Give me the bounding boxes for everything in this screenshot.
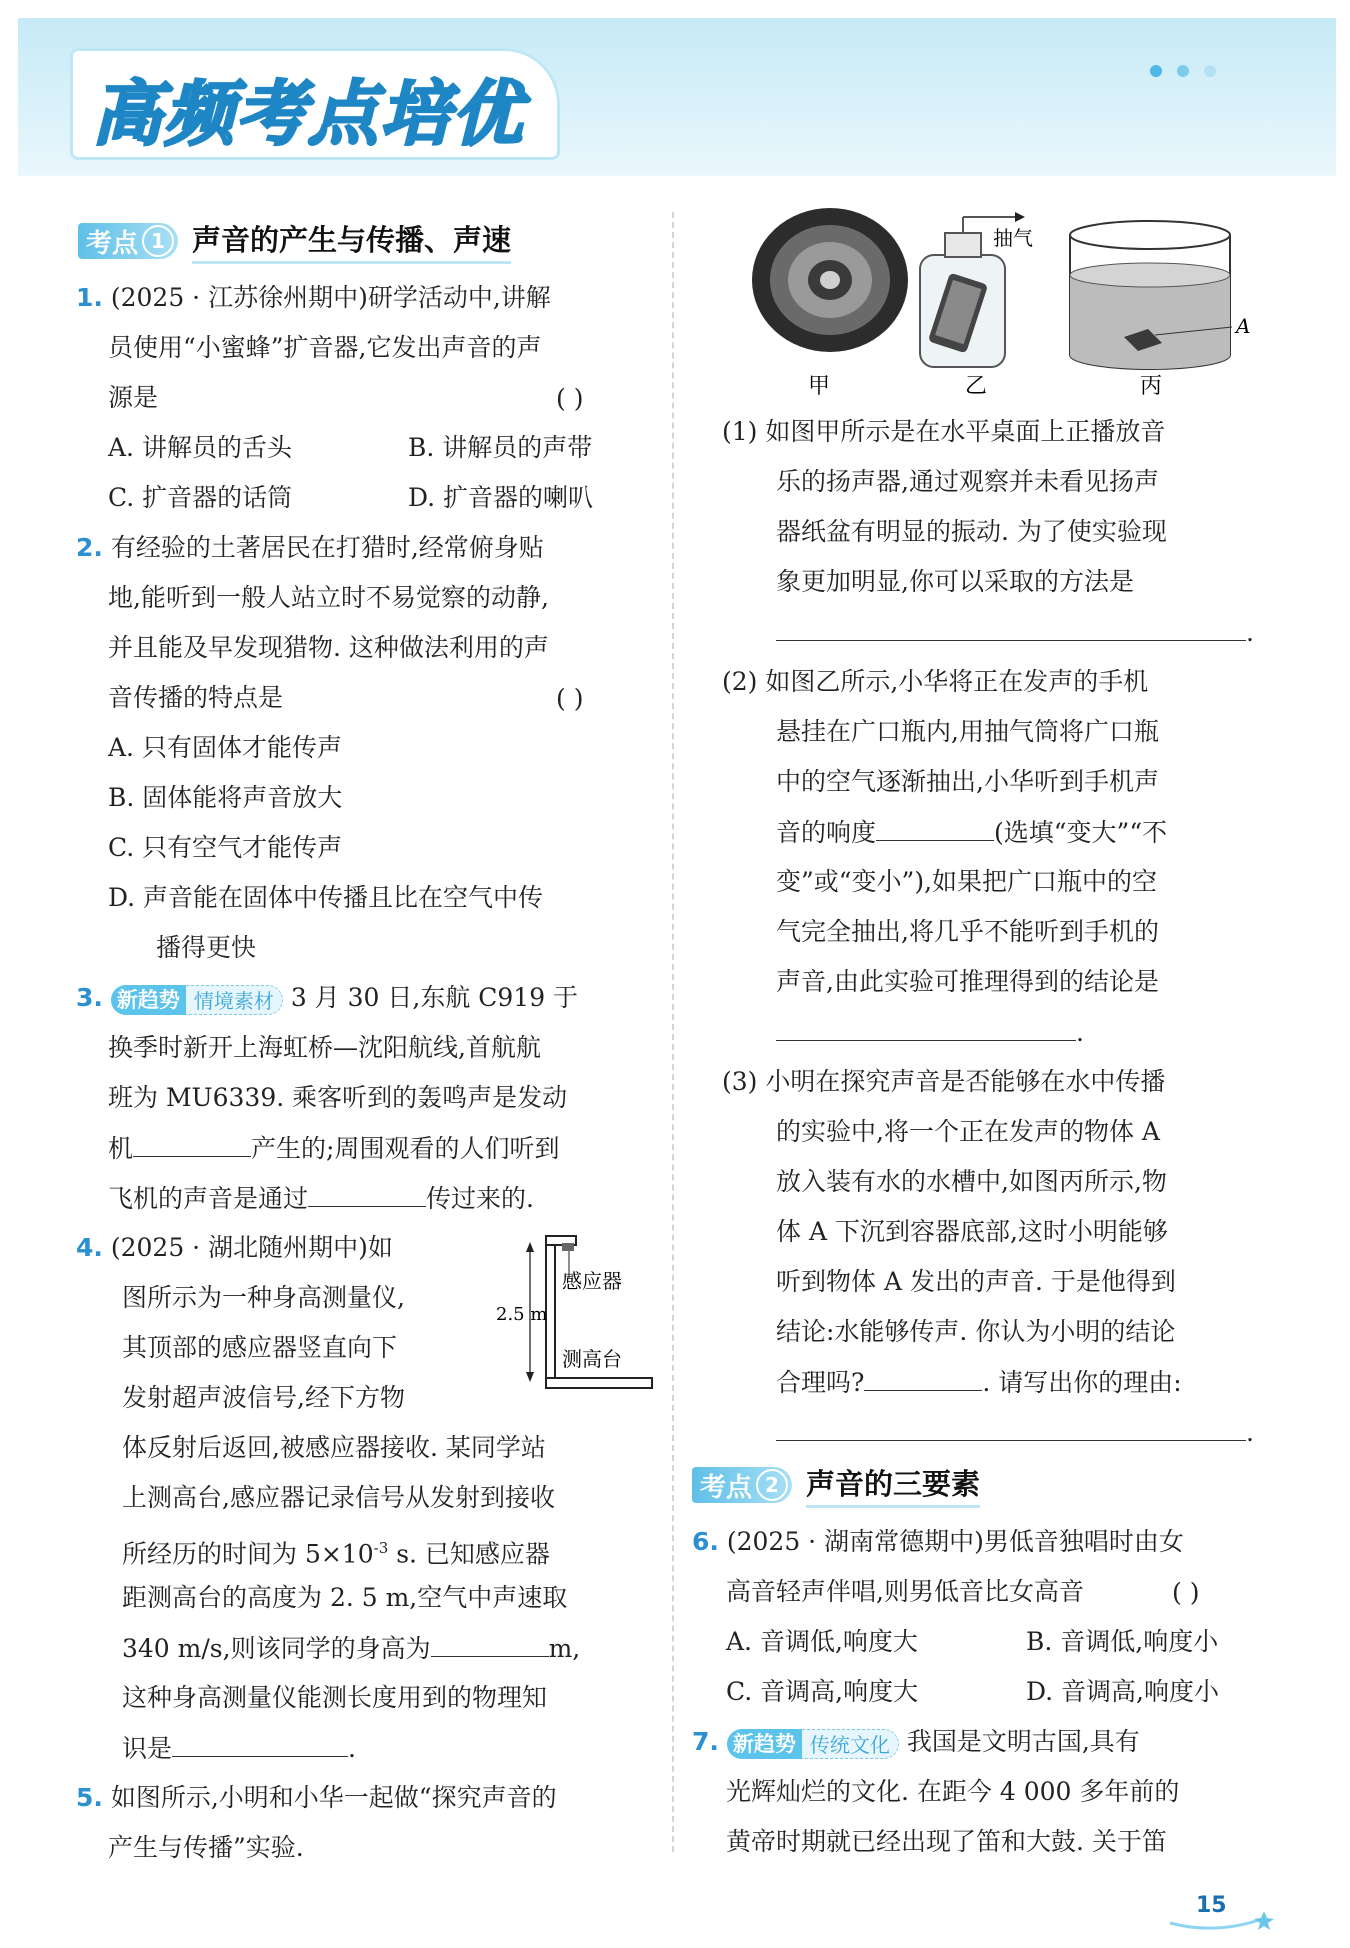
section-heading-2: [692, 1462, 980, 1508]
section-tag-label: 考点: [86, 228, 139, 259]
question-1-line-3: 源是: [108, 383, 159, 412]
question-4-line-2: 图所示为一种身高测量仪,: [122, 1283, 405, 1312]
question-1-line-1: [76, 278, 551, 318]
text: 340 m/s,则该同学的身高为: [122, 1634, 431, 1663]
question-text: 如图所示,小明和小华一起做“探究声音的: [110, 1783, 557, 1812]
dot-3: [1204, 65, 1216, 77]
option-c: C. 只有空气才能传声: [108, 833, 343, 862]
q5-part1-line-2: 乐的扬声器,通过观察并未看见扬声: [776, 467, 1159, 496]
section-tag: [78, 223, 178, 259]
q5-part2-line-1: (2) 如图乙所示,小华将正在发声的手机: [722, 667, 1149, 696]
water-tank-image: [1070, 221, 1232, 369]
platform: [546, 1378, 652, 1388]
fill-blank[interactable]: [876, 812, 994, 841]
q5-part3-line-1: (3) 小明在探究声音是否能够在水中传播: [722, 1067, 1166, 1096]
option-b: B. 固体能将声音放大: [108, 783, 343, 812]
q5-part3-answer: [776, 1412, 1254, 1453]
sensor-label: 感应器: [562, 1269, 622, 1293]
question-4-line-1: [76, 1228, 393, 1268]
question-5-line-2: 产生与传播”实验.: [108, 1833, 304, 1862]
option-b: B. 讲解员的声带: [408, 433, 593, 462]
badge-main: 新趋势: [111, 985, 186, 1015]
option-a: A. 音调低,响度大: [726, 1627, 918, 1656]
q5-part3-line-2: 的实验中,将一个正在发声的物体 A: [776, 1117, 1160, 1146]
question-4-line-9: [122, 1628, 580, 1669]
section-tag-label: 考点: [700, 1472, 753, 1503]
fill-blank[interactable]: [864, 1362, 982, 1391]
option-c: C. 扩音器的话筒: [108, 483, 293, 512]
option-a: A. 只有固体才能传声: [108, 733, 342, 762]
question-4-line-4: 发射超声波信号,经下方物: [122, 1383, 405, 1412]
question-1-line-2: 员使用“小蜜蜂”扩音器,它发出声音的声: [108, 333, 542, 362]
q5-part2-line-6: 气完全抽出,将几乎不能听到手机的: [776, 917, 1159, 946]
label-jia: 甲: [808, 374, 831, 399]
text: 飞机的声音是通过: [108, 1184, 309, 1213]
question-4-line-8: 距测高台的高度为 2. 5 m,空气中声速取: [122, 1583, 568, 1612]
question-6-line-1: [692, 1522, 1184, 1562]
banner-title: 高频考点培优: [92, 73, 524, 155]
answer-paren: ( ): [1172, 1578, 1200, 1607]
option-d: D. 扩音器的喇叭: [408, 483, 594, 512]
section-number: 1: [142, 225, 174, 257]
option-a: A. 讲解员的舌头: [108, 433, 292, 462]
question-number: 3.: [76, 983, 103, 1012]
question-3-line-3: 班为 MU6339. 乘客听到的轰鸣声是发动: [108, 1083, 568, 1112]
text: m,: [548, 1634, 581, 1663]
q5-part3-line-4: 体 A 下沉到容器底部,这时小明能够: [776, 1217, 1168, 1246]
text: (选填“变大”“不: [994, 818, 1168, 847]
height-meter-figure: [490, 1228, 660, 1398]
question-2-line-1: [76, 528, 544, 568]
text: 传过来的.: [426, 1184, 534, 1213]
section-title: 声音的产生与传播、声速: [192, 218, 511, 264]
section-heading-1: [78, 218, 511, 264]
fill-blank[interactable]: [431, 1628, 549, 1657]
q5-part1-line-4: 象更加明显,你可以采取的方法是: [776, 567, 1134, 596]
option-d: D. 声音能在固体中传播且比在空气中传: [108, 883, 544, 912]
text: 产生的;周围观看的人们听到: [251, 1134, 560, 1163]
question-number: 4.: [76, 1233, 103, 1262]
question-7-line-3: 黄帝时期就已经出现了笛和大鼓. 关于笛: [726, 1827, 1167, 1856]
label-yi: 乙: [965, 374, 988, 399]
question-7-line-2: 光辉灿烂的文化. 在距今 4 000 多年前的: [726, 1777, 1180, 1806]
q5-part2-answer: [776, 1012, 1084, 1053]
question-2-line-2: 地,能听到一般人站立时不易觉察的动静,: [108, 583, 549, 612]
question-number: 7.: [692, 1727, 719, 1756]
question-number: 1.: [76, 283, 103, 312]
column-divider: [672, 212, 674, 1852]
q5-part1-answer: [776, 612, 1254, 653]
option-b: B. 音调低,响度小: [1026, 1627, 1219, 1656]
question-5-line-1: [76, 1778, 557, 1818]
section-number: 2: [756, 1469, 788, 1501]
badge-main: 新趋势: [727, 1729, 802, 1759]
question-text: 我国是文明古国,具有: [906, 1727, 1140, 1756]
exponent: -3: [373, 1539, 389, 1557]
dot-2: [1177, 65, 1189, 77]
text: 音的响度: [776, 818, 877, 847]
text: . 请写出你的理由:: [982, 1368, 1182, 1397]
question-text: (2025 · 湖北随州期中)如: [110, 1233, 393, 1262]
answer-paren: ( ): [556, 684, 584, 713]
pump-label: 抽气: [993, 226, 1033, 250]
question-text: (2025 · 湖南常德期中)男低音独唱时由女: [726, 1527, 1184, 1556]
text: .: [1246, 1418, 1254, 1447]
question-6-line-2: 高音轻声伴唱,则男低音比女高音: [726, 1577, 1084, 1606]
q5-part2-line-4: [776, 812, 1167, 853]
option-d-cont: 播得更快: [156, 933, 257, 962]
page-number: 15: [1196, 1893, 1227, 1918]
q5-part2-line-5: 变”或“变小”),如果把广口瓶中的空: [776, 867, 1158, 896]
question-3-line-4: [108, 1128, 559, 1169]
q5-part1-line-1: (1) 如图甲所示是在水平桌面上正播放音: [722, 417, 1166, 446]
q5-part2-line-7: 声音,由此实验可推理得到的结论是: [776, 967, 1159, 996]
arrow-down: [526, 1372, 534, 1382]
question-text: (2025 · 江苏徐州期中)研学活动中,讲解: [110, 283, 551, 312]
sensor-box: [562, 1243, 574, 1251]
text: .: [1246, 618, 1254, 647]
question-4-line-7: [122, 1528, 550, 1574]
question-text: 3 月 30 日,东航 C919 于: [290, 983, 579, 1012]
section-tag: [692, 1467, 792, 1503]
text: .: [1076, 1018, 1084, 1047]
trend-badge: [111, 985, 283, 1015]
arrow-up: [526, 1242, 534, 1252]
experiment-figure: [740, 205, 1280, 400]
q5-part3-line-7: [776, 1362, 1182, 1403]
question-4-line-5: 体反射后返回,被感应器接收. 某同学站: [122, 1433, 546, 1462]
q5-part2-line-2: 悬挂在广口瓶内,用抽气筒将广口瓶: [776, 717, 1159, 746]
object-a-label: A: [1236, 314, 1251, 338]
option-d: D. 音调高,响度小: [1026, 1677, 1219, 1706]
fill-blank[interactable]: [776, 1412, 1246, 1441]
section-title: 声音的三要素: [806, 1462, 980, 1508]
badge-sub: 传统文化: [802, 1729, 899, 1759]
question-4-line-10: 这种身高测量仪能测长度用到的物理知: [122, 1683, 548, 1712]
text: s. 已知感应器: [388, 1539, 550, 1569]
trend-badge: [727, 1729, 899, 1759]
fill-blank[interactable]: [133, 1128, 251, 1157]
speaker-image: [752, 208, 908, 352]
fill-blank[interactable]: [776, 1012, 1076, 1041]
question-2-line-4: 音传播的特点是: [108, 683, 284, 712]
banner-dots: [1150, 62, 1226, 81]
q5-part3-line-6: 结论:水能够传声. 你认为小明的结论: [776, 1317, 1176, 1346]
answer-paren: ( ): [556, 384, 584, 413]
question-number: 2.: [76, 533, 103, 562]
height-label: 2.5 m: [496, 1304, 548, 1325]
question-3-line-2: 换季时新开上海虹桥—沈阳航线,首航航: [108, 1033, 541, 1062]
text: .: [348, 1734, 356, 1763]
platform-label: 测高台: [562, 1347, 622, 1371]
text: 机: [108, 1134, 134, 1163]
question-4-line-3: 其顶部的感应器竖直向下: [122, 1333, 398, 1362]
q5-part3-line-3: 放入装有水的水槽中,如图丙所示,物: [776, 1167, 1167, 1196]
option-c: C. 音调高,响度大: [726, 1677, 919, 1706]
text: 所经历的时间为 5×10: [122, 1539, 374, 1569]
q5-part1-line-3: 器纸盆有明显的振动. 为了使实验现: [776, 517, 1167, 546]
fill-blank[interactable]: [172, 1728, 348, 1757]
question-number: 6.: [692, 1527, 719, 1556]
badge-sub: 情境素材: [186, 985, 283, 1015]
label-bing: 丙: [1140, 374, 1163, 399]
question-number: 5.: [76, 1783, 103, 1812]
question-4-line-11: [122, 1728, 356, 1769]
question-3-line-1: [76, 978, 578, 1018]
q5-part3-line-5: 听到物体 A 发出的声音. 于是他得到: [776, 1267, 1176, 1296]
text: 合理吗?: [776, 1368, 865, 1397]
question-text: 有经验的土著居民在打猎时,经常俯身贴: [110, 533, 544, 562]
text: 识是: [122, 1734, 173, 1763]
fill-blank[interactable]: [308, 1178, 426, 1207]
q5-part2-line-3: 中的空气逐渐抽出,小华听到手机声: [776, 767, 1159, 796]
question-4-line-6: 上测高台,感应器记录信号从发射到接收: [122, 1483, 555, 1512]
fill-blank[interactable]: [776, 612, 1246, 641]
question-7-line-1: [692, 1722, 1140, 1762]
question-2-line-3: 并且能及早发现猎物. 这种做法利用的声: [108, 633, 549, 662]
question-3-line-5: [108, 1178, 534, 1219]
dot-1: [1150, 65, 1162, 77]
